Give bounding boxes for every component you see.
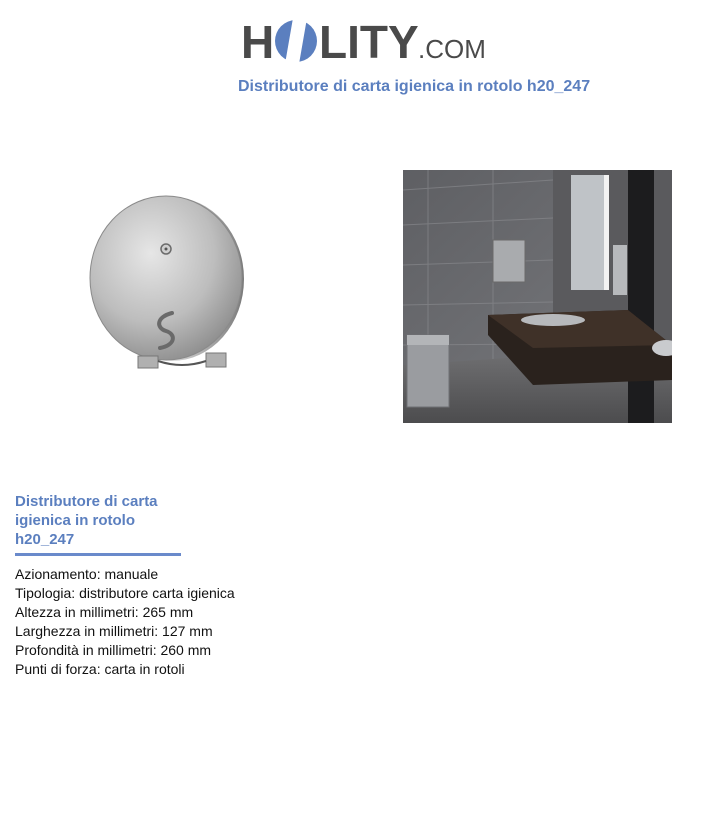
spec-item: Tipologia: distributore carta igienica [15,585,235,601]
product-title-line: igienica in rotolo [15,512,136,529]
bathroom-scene-image [403,170,672,423]
product-title-line: Distributore di carta [15,493,158,510]
product-title [15,492,190,549]
spec-item: Punti di forza: carta in rotoli [15,661,185,677]
product-title-line: h20_247 [15,531,75,548]
spec-item: Larghezza in millimetri: 127 mm [15,623,213,639]
logo [241,12,486,70]
spec-item: Altezza in millimetri: 265 mm [15,604,194,620]
title-underline [15,553,181,556]
spec-item: Profondità in millimetri: 260 mm [15,642,212,658]
holity-logo-mark [241,12,486,70]
product-specs [15,565,235,679]
spec-item: Azionamento: manuale [15,566,159,582]
svg-text:.COM: .COM [418,34,486,64]
svg-text:H: H [241,16,275,68]
product-image [86,193,246,373]
svg-text:LITY: LITY [319,16,419,68]
page-title: Distributore di carta igienica in rotolo h20_247 [238,78,591,95]
logo-o-circle-icon [275,18,317,64]
